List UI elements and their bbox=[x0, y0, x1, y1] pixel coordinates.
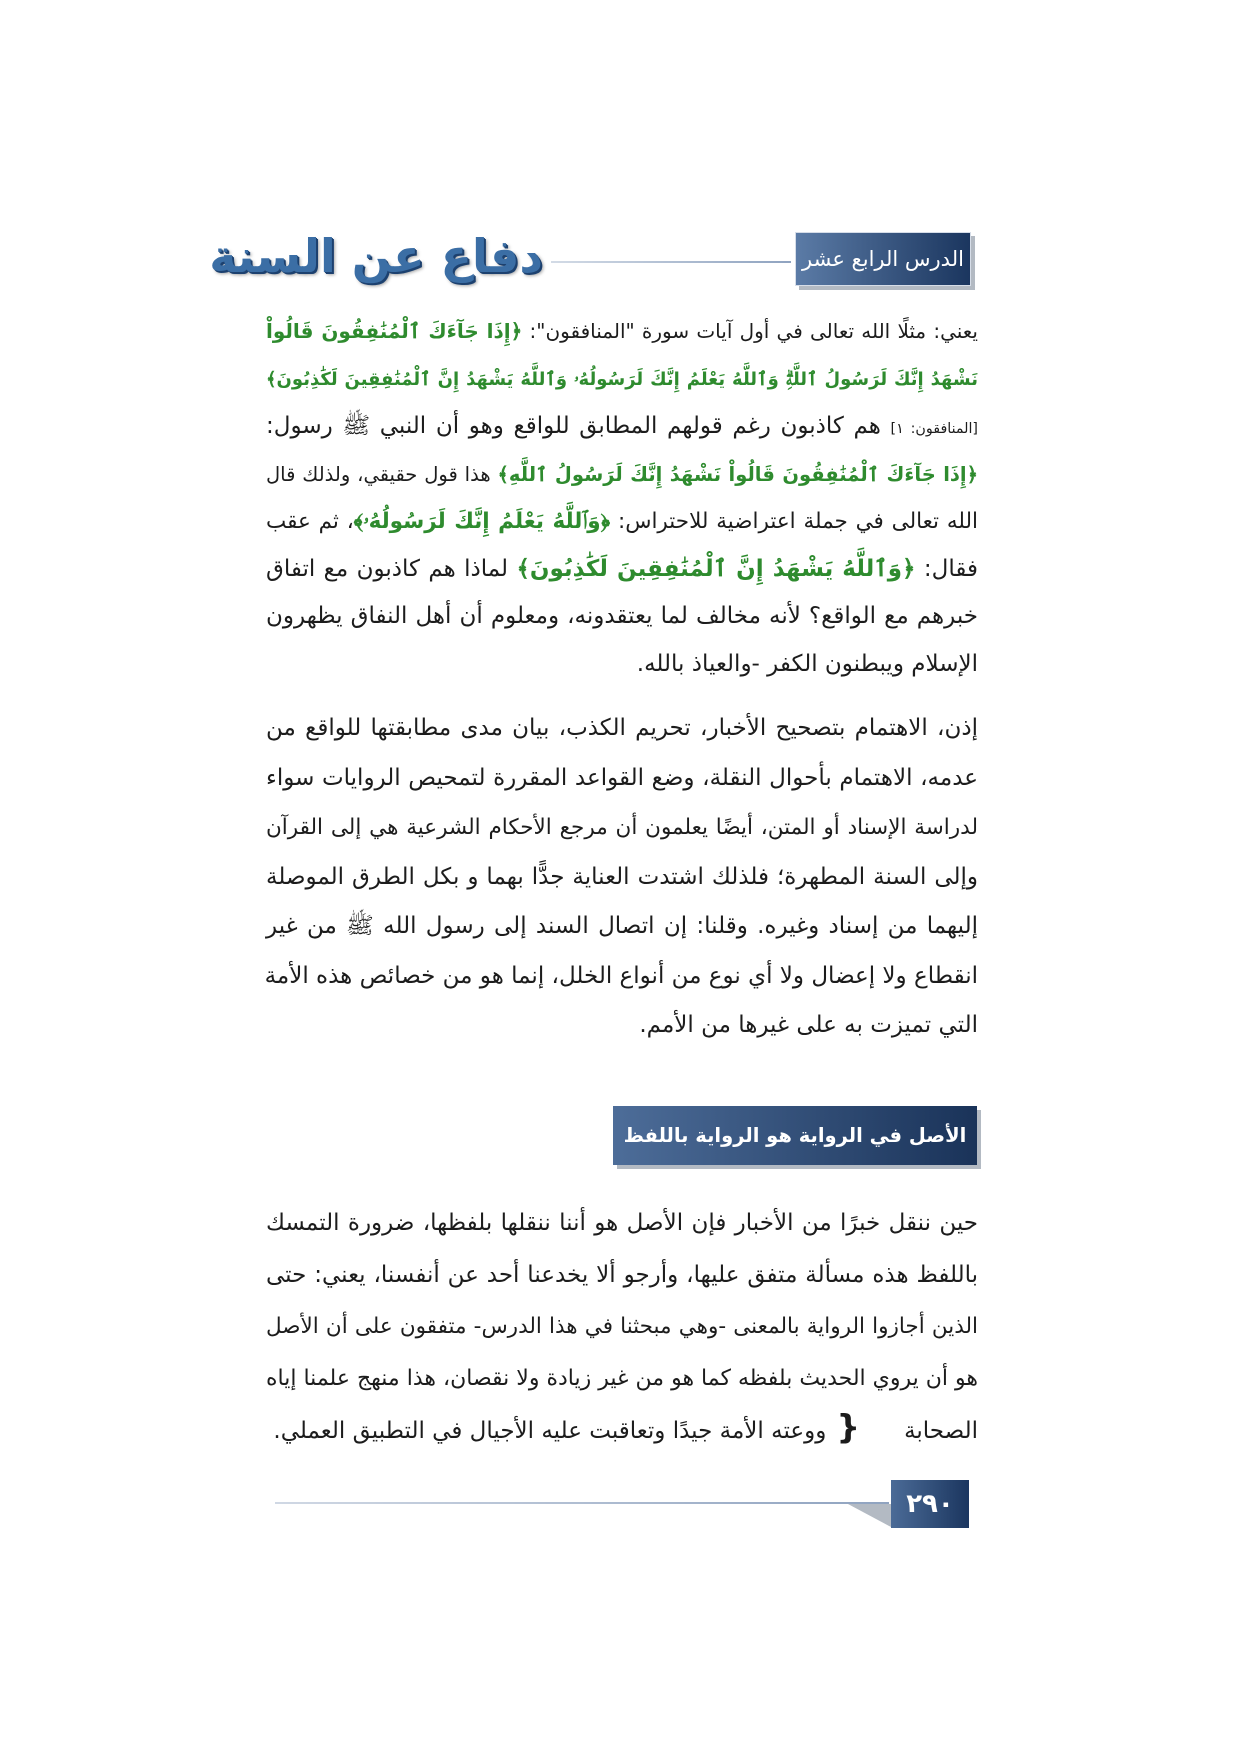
text-line bbox=[266, 1249, 978, 1301]
footer-shadow-wedge bbox=[848, 1504, 891, 1527]
header-rule bbox=[551, 261, 791, 263]
verse-reference: [المنافقون: ١] bbox=[890, 421, 978, 437]
body-text: لدراسة الإسناد أو المتن، أيضًا يعلمون أن مرجع الأحكام الشرعية هي إلى القرآن bbox=[266, 815, 978, 840]
body-text: وإلى السنة المطهرة؛ فلذلك اشتدت العناية جدًّا بهما و بكل الطرق الموصلة bbox=[266, 863, 978, 890]
footer-rule bbox=[275, 1502, 889, 1504]
text-line bbox=[266, 704, 978, 754]
body-text: الإسلام ويبطنون الكفر -والعياذ بالله. bbox=[636, 650, 978, 677]
body-text: لماذا هم كاذبون مع اتفاق bbox=[266, 555, 517, 582]
body-text: يعني: مثلًا الله تعالى في أول آيات سورة "المنافقون": bbox=[522, 319, 978, 343]
text-line bbox=[266, 356, 978, 404]
text-line bbox=[266, 451, 978, 499]
quran-verse: ﴿وَٱللَّهُ يَشْهَدُ إِنَّ ٱلْمُنَٰفِقِينَ لَكَٰذِبُونَ﴾ bbox=[516, 555, 916, 582]
body-text: ووعته الأمة جيدًا وتعاقبت عليه الأجيال في التطبيق العملي. bbox=[273, 1418, 827, 1444]
text-line bbox=[266, 1353, 978, 1405]
body-text: انقطاع ولا إعضال ولا أي نوع من أنواع الخلل، إنما هو من خصائص هذه الأمة bbox=[264, 962, 978, 989]
text-line bbox=[266, 546, 978, 594]
text-line bbox=[266, 902, 978, 952]
text-line bbox=[266, 1197, 978, 1249]
body-text: الله تعالى في جملة اعتراضية للاحتراس: bbox=[610, 509, 979, 534]
text-line bbox=[266, 803, 978, 853]
quran-verse: ﴿إِذَا جَآءَكَ ٱلْمُنَٰفِقُونَ قَالُواْ bbox=[266, 319, 523, 343]
book-title: دفاع عن السنة bbox=[209, 229, 543, 283]
body-text: عدمه، الاهتمام بأحوال النقلة، وضع القواعد المقررة لتمحيص الروايات سواء bbox=[266, 764, 978, 791]
text-line bbox=[266, 593, 978, 641]
lesson-number-box: الدرس الرابع عشر bbox=[795, 232, 971, 286]
text-line bbox=[266, 754, 978, 804]
text-line bbox=[266, 403, 978, 451]
quran-verse: نَشْهَدُ إِنَّكَ لَرَسُولُ ٱللَّهِۗ وَٱللَّهُ يَعْلَمُ إِنَّكَ لَرَسُولُهُۥ وَٱللَّهُ يَشْهَدُ إِنَّ ٱلْمُنَٰفِقِينَ لَكَٰذِبُونَ﴾ bbox=[266, 368, 978, 390]
quran-verse: ﴿إِذَا جَآءَكَ ٱلْمُنَٰفِقُونَ قَالُواْ نَشْهَدُ إِنَّكَ لَرَسُولُ ٱللَّهِ﴾ bbox=[497, 462, 979, 486]
body-text: إذن، الاهتمام بتصحيح الأخبار، تحريم الكذب، بيان مدى مطابقتها للواقع من bbox=[266, 715, 978, 741]
body-text: باللفظ هذه مسألة متفق عليها، وأرجو ألا يخدعنا أحد عن أنفسنا، يعني: حتى bbox=[266, 1262, 978, 1288]
body-text: إليهما من إسناد وغيره. وقلنا: إن اتصال السند إلى رسول الله ﷺ من غير bbox=[266, 913, 978, 939]
body-text: خبرهم مع الواقع؟ لأنه مخالف لما يعتقدونه، ومعلوم أن أهل النفاق يظهرون bbox=[266, 603, 978, 629]
text-line bbox=[266, 1405, 978, 1457]
text-line bbox=[266, 1001, 978, 1051]
body-text: ، ثم عقب bbox=[266, 509, 354, 534]
body-text: هو أن يروي الحديث بلفظه كما هو من غير زيادة ولا نقصان، هذا منهج علمنا إياه bbox=[266, 1366, 978, 1391]
paragraph-narration-by-wording bbox=[266, 1197, 978, 1457]
text-line bbox=[266, 1301, 978, 1353]
text-line bbox=[266, 308, 978, 356]
text-line bbox=[266, 952, 978, 1002]
text-line bbox=[266, 853, 978, 903]
body-text: الذين أجازوا الرواية بالمعنى -وهي مبحثنا في هذا الدرس- متفقون على أن الأصل bbox=[266, 1314, 978, 1339]
section-heading: الأصل في الرواية هو الرواية باللفظ bbox=[613, 1106, 977, 1165]
body-text: فقال: bbox=[915, 555, 978, 582]
quran-verse: ﴿وَٱللَّهُ يَعْلَمُ إِنَّكَ لَرَسُولُهُۥ﴾ bbox=[353, 509, 611, 534]
page-number: ٢٩٠ bbox=[891, 1480, 969, 1528]
text-line bbox=[266, 498, 978, 546]
paragraph-sunnah-care bbox=[266, 704, 978, 1051]
body-text: الصحابة bbox=[904, 1418, 978, 1444]
paragraph-quran-explanation bbox=[266, 308, 978, 688]
text-line bbox=[266, 641, 978, 689]
body-text: هذا قول حقيقي، ولذلك قال bbox=[266, 462, 498, 486]
body-text: التي تميزت به على غيرها من الأمم. bbox=[639, 1012, 978, 1038]
honorific-symbol: } bbox=[836, 1407, 861, 1446]
body-text: حين ننقل خبرًا من الأخبار فإن الأصل هو أننا ننقلها بلفظها، ضرورة التمسك bbox=[266, 1210, 978, 1236]
body-text: هم كاذبون رغم قولهم المطابق للواقع وهو أن النبي ﷺ رسول: bbox=[266, 413, 891, 439]
